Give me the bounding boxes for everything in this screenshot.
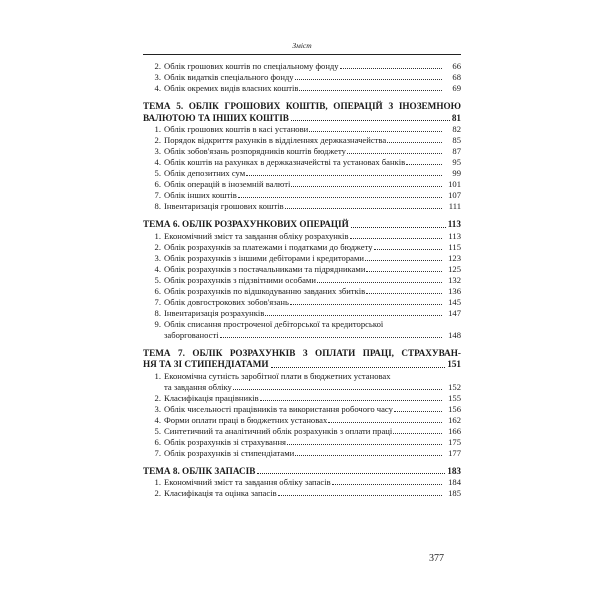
toc-entry <box>143 264 461 275</box>
leader-dots <box>238 197 442 198</box>
entry-title: Порядок відкриття рахунків в відділеннях держказначейства <box>164 135 387 145</box>
entry-page: 123 <box>448 252 461 263</box>
entry-number: 8. <box>154 307 161 318</box>
toc-entry <box>143 179 461 190</box>
section-page: 151 <box>447 359 461 369</box>
section-8 <box>143 466 461 500</box>
entry-number: 5. <box>154 425 161 436</box>
entry-number: 1. <box>154 230 161 241</box>
entry-page: 107 <box>448 190 461 200</box>
toc-entry <box>143 426 461 437</box>
entry-page: 175 <box>448 436 461 447</box>
entry-title: Класифікація та оцінка запасів <box>164 488 277 498</box>
entry-number: 2. <box>154 61 161 71</box>
entry-number: 1. <box>154 124 161 134</box>
entry-title: Облік розрахунків зі страхування <box>164 436 286 447</box>
toc-entry <box>143 231 461 242</box>
section-title-line1: ТЕМА 7. ОБЛІК РОЗРАХУНКІВ З ОПЛАТИ ПРАЦІ, СТРАХУВАН- <box>143 347 461 358</box>
section-title: ТЕМА 6. ОБЛІК РОЗРАХУНКОВИХ ОПЕРАЦІЙ <box>143 219 349 229</box>
leader-dots <box>233 389 442 390</box>
toc-entry <box>143 253 461 264</box>
leader-dots <box>365 260 442 261</box>
leader-dots <box>287 444 442 445</box>
section-title-line2: ВАЛЮТОЮ ТА ІНШИХ КОШТІВ <box>143 112 289 123</box>
section-title-line1: ТЕМА 5. ОБЛІК ГРОШОВИХ КОШТІВ, ОПЕРАЦІЙ З ІНОЗЕМНОЮ <box>143 101 461 111</box>
leader-dots <box>406 164 442 165</box>
leader-dots <box>220 337 442 338</box>
entry-page: 87 <box>452 146 461 156</box>
toc-entry <box>143 124 461 135</box>
toc-page <box>143 40 461 499</box>
entry-number: 1. <box>154 370 161 381</box>
entry-number: 7. <box>154 447 161 458</box>
toc-entry <box>143 190 461 201</box>
toc-entry <box>143 297 461 308</box>
toc-entry <box>143 168 461 179</box>
entry-title-line2: заборгованості <box>164 329 219 340</box>
leader-dots <box>295 79 442 80</box>
leader-dots <box>340 68 442 69</box>
toc-entry <box>143 488 461 499</box>
leader-dots <box>246 175 442 176</box>
entry-page: 132 <box>448 274 461 285</box>
entry-number: 4. <box>154 414 161 425</box>
entry-page: 113 <box>448 230 461 241</box>
entry-number: 2. <box>154 135 161 145</box>
leader-dots <box>290 304 442 305</box>
toc-entry <box>143 242 461 253</box>
entry-title: Облік видатків спеціального фонду <box>164 72 294 82</box>
toc-entry <box>143 393 461 404</box>
entry-number: 2. <box>154 392 161 403</box>
entry-page: 147 <box>448 307 461 318</box>
entry-page: 177 <box>448 447 461 458</box>
toc-entry <box>143 146 461 157</box>
entry-number: 2. <box>154 241 161 252</box>
entry-title: Облік довгострокових зобов'язань <box>164 296 289 307</box>
toc-entry <box>143 275 461 286</box>
toc-entry <box>143 448 461 459</box>
toc-entry <box>143 135 461 146</box>
entry-title: Облік розрахунків по відшкодуванню завданих збитків <box>164 285 366 296</box>
entry-page: 155 <box>448 392 461 403</box>
entry-title: Облік грошових коштів в касі установи <box>164 124 309 134</box>
entry-title: Інвентаризація розрахунків <box>164 307 265 318</box>
entry-page: 185 <box>448 488 461 498</box>
leader-dots <box>347 153 442 154</box>
entry-number: 4. <box>154 83 161 93</box>
entry-title: Облік окремих видів власних коштів <box>164 83 299 93</box>
entry-title-line2: та завдання обліку <box>164 381 232 392</box>
section-page: 81 <box>451 112 461 123</box>
entry-title: Економічний зміст та завдання обліку запасів <box>164 477 331 487</box>
leader-dots <box>291 186 442 187</box>
entry-title: Облік коштів на рахунках в держказначействі та установах банків <box>164 157 406 167</box>
entry-number: 3. <box>154 403 161 414</box>
entry-page: 152 <box>448 381 461 392</box>
entry-page: 166 <box>448 425 461 436</box>
toc-entry-multiline <box>143 371 461 393</box>
leader-dots <box>387 142 442 143</box>
entry-title: Облік зобов'язань розпорядників коштів бюджету <box>164 146 346 156</box>
entry-page: 101 <box>448 179 461 189</box>
entry-number: 3. <box>154 72 161 82</box>
leader-dots <box>299 90 442 91</box>
entry-title: Облік розрахунків зі стипендіатами <box>164 447 295 458</box>
leader-dots <box>260 400 442 401</box>
entry-number: 4. <box>154 157 161 167</box>
entry-title: Інвентаризація грошових коштів <box>164 201 284 211</box>
leader-dots <box>295 455 442 456</box>
entry-number: 3. <box>154 146 161 156</box>
toc-entry <box>143 201 461 212</box>
toc-entry <box>143 415 461 426</box>
section-7 <box>143 348 461 459</box>
section-page: 113 <box>447 219 461 229</box>
leader-dots <box>309 131 442 132</box>
entry-title: Форми оплати праці в бюджетних установах <box>164 414 328 425</box>
entry-number: 7. <box>154 296 161 307</box>
toc-entry-multiline <box>143 319 461 341</box>
toc-entry <box>143 477 461 488</box>
entry-page: 82 <box>452 124 461 134</box>
entry-number: 6. <box>154 285 161 296</box>
entry-page: 136 <box>448 285 461 296</box>
top-entries <box>143 61 461 94</box>
entry-page: 184 <box>448 477 461 487</box>
entry-title: Облік розрахунків з підзвітними особами <box>164 274 316 285</box>
leader-dots <box>393 433 442 434</box>
entry-number: 5. <box>154 274 161 285</box>
toc-entry <box>143 437 461 448</box>
entry-page: 111 <box>448 201 461 211</box>
entry-title: Облік інших коштів <box>164 190 237 200</box>
toc-entry <box>143 308 461 319</box>
entry-number: 6. <box>154 179 161 189</box>
entry-page: 125 <box>448 263 461 274</box>
entry-title: Облік депозитних сум <box>164 168 246 178</box>
entry-title: Облік чисельності працівників та використання робочого часу <box>164 403 393 414</box>
entry-page: 68 <box>452 72 461 82</box>
leader-dots <box>350 238 442 239</box>
entry-title: Облік операцій в іноземній валюті <box>164 179 291 189</box>
entry-title: Економічний зміст та завдання обліку розрахунків <box>164 230 349 241</box>
section-heading <box>143 101 461 124</box>
entry-number: 5. <box>154 168 161 178</box>
entry-page: 156 <box>448 403 461 414</box>
leader-dots <box>351 227 446 228</box>
section-heading <box>143 348 461 371</box>
entry-title: Облік грошових коштів по спеціальному фонду <box>164 61 339 71</box>
leader-dots <box>328 422 442 423</box>
entry-page: 145 <box>448 296 461 307</box>
toc-entry <box>143 286 461 297</box>
entry-number: 2. <box>154 488 161 498</box>
entry-title-line1: Економічна сутність заробітної плати в бюджетних установах <box>164 370 391 381</box>
leader-dots <box>271 367 446 368</box>
entry-page: 66 <box>452 61 461 71</box>
page-number: 377 <box>429 553 444 564</box>
running-head: Зміст <box>143 40 461 55</box>
entry-title: Облік розрахунків з постачальниками та підрядниками <box>164 263 366 274</box>
entry-number: 4. <box>154 263 161 274</box>
section-page: 183 <box>447 465 461 476</box>
toc-entry <box>143 157 461 168</box>
entry-page: 148 <box>448 329 461 340</box>
toc-entry <box>143 404 461 415</box>
entry-number: 3. <box>154 252 161 263</box>
section-heading <box>143 219 461 231</box>
entry-number: 6. <box>154 436 161 447</box>
entry-title: Облік розрахунків за платежами і податками до бюджету <box>164 241 373 252</box>
leader-dots <box>366 271 442 272</box>
section-title-line2: НЯ ТА ЗІ СТИПЕНДІАТАМИ <box>143 359 269 369</box>
leader-dots <box>257 473 445 474</box>
section-heading <box>143 466 461 478</box>
entry-page: 115 <box>448 241 461 252</box>
leader-dots <box>285 208 442 209</box>
leader-dots <box>374 249 442 250</box>
leader-dots <box>265 315 442 316</box>
section-6 <box>143 219 461 341</box>
leader-dots <box>317 282 442 283</box>
entry-title: Облік розрахунків з іншими дебіторами і кредиторами <box>164 252 364 263</box>
entry-number: 8. <box>154 201 161 211</box>
entry-title: Класифікація працівників <box>164 392 259 403</box>
toc-entry <box>143 83 461 94</box>
entry-page: 85 <box>452 135 461 145</box>
toc-entry <box>143 61 461 72</box>
entry-number: 7. <box>154 190 161 200</box>
entry-number: 9. <box>154 318 161 329</box>
entry-page: 69 <box>452 83 461 93</box>
leader-dots <box>394 411 442 412</box>
section-5 <box>143 101 461 212</box>
leader-dots <box>278 495 442 496</box>
leader-dots <box>366 293 442 294</box>
entry-page: 162 <box>448 414 461 425</box>
leader-dots <box>332 484 442 485</box>
entry-title-line1: Облік списання простроченої дебіторської та кредиторської <box>164 318 384 329</box>
leader-dots <box>291 120 450 121</box>
section-title: ТЕМА 8. ОБЛІК ЗАПАСІВ <box>143 465 256 476</box>
entry-number: 1. <box>154 477 161 487</box>
entry-title: Синтетичний та аналітичний облік розрахунків з оплати праці <box>164 425 393 436</box>
entry-page: 99 <box>452 168 461 178</box>
entry-page: 95 <box>452 157 461 167</box>
toc-entry <box>143 72 461 83</box>
